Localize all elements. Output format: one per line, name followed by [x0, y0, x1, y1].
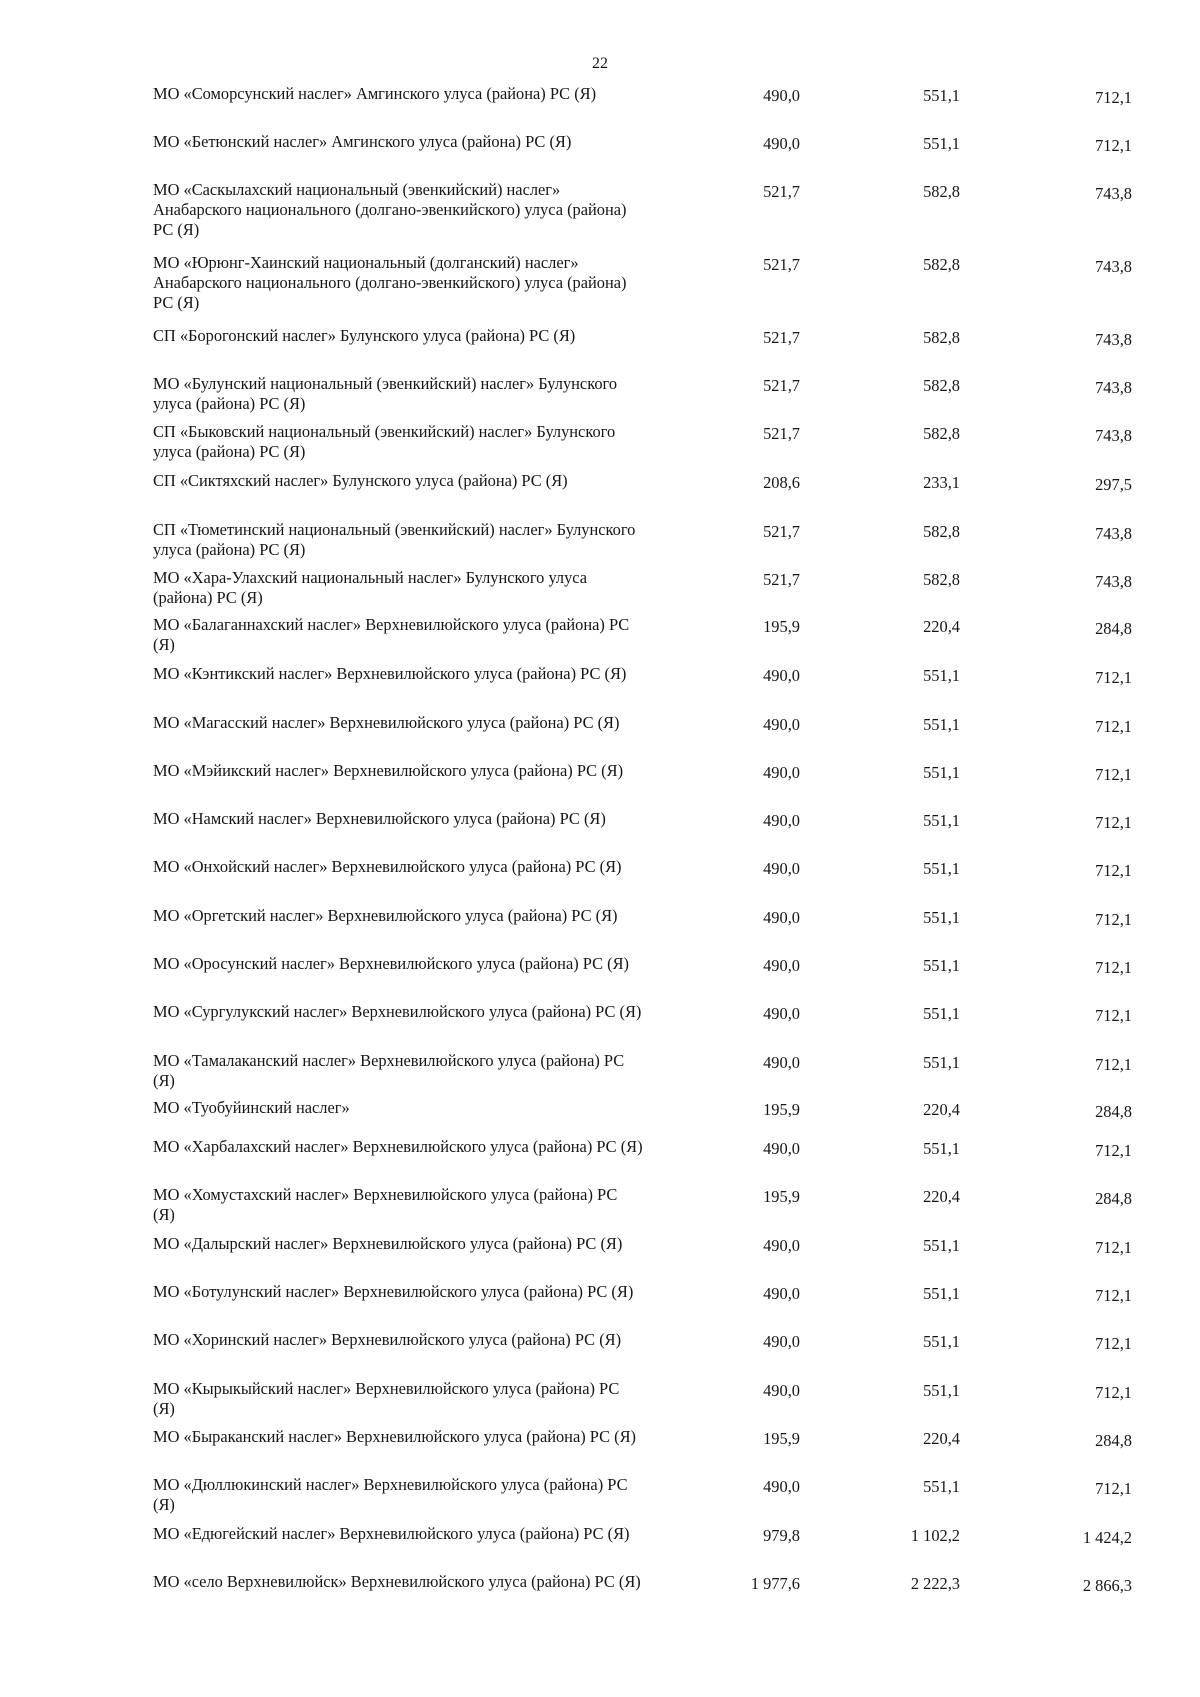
value-col-2: 551,1: [923, 1332, 960, 1351]
municipality-name: МО «Оросунский наслег» Верхневилюйского улуса (района) РС (Я): [153, 954, 629, 973]
table-row: [0, 374, 1200, 422]
table-row: [0, 1572, 1200, 1620]
value-col-3: 712,1: [1095, 813, 1132, 832]
table-row: [0, 568, 1200, 616]
table-row: [0, 1427, 1200, 1475]
value-col-2: 582,8: [923, 182, 960, 201]
value-col-1: 490,0: [763, 1004, 800, 1023]
value-col-3: 712,1: [1095, 1006, 1132, 1025]
table-row: [0, 1234, 1200, 1282]
table-row: [0, 1475, 1200, 1523]
value-col-3: 712,1: [1095, 1141, 1132, 1160]
value-col-1: 521,7: [763, 182, 800, 201]
table-row: [0, 326, 1200, 374]
value-col-1: 490,0: [763, 763, 800, 782]
table-row: [0, 1282, 1200, 1330]
value-col-1: 490,0: [763, 666, 800, 685]
value-col-1: 521,7: [763, 376, 800, 395]
value-col-1: 195,9: [763, 1429, 800, 1448]
municipality-name: МО «Бетюнский наслег» Амгинского улуса (района) РС (Я): [153, 132, 572, 151]
value-col-1: 521,7: [763, 522, 800, 541]
municipality-name: МО «Харбалахский наслег» Верхневилюйского улуса (района) РС (Я): [153, 1137, 643, 1156]
value-col-2: 220,4: [923, 1187, 960, 1206]
value-col-1: 490,0: [763, 1236, 800, 1255]
table-row: [0, 422, 1200, 470]
value-col-3: 712,1: [1095, 136, 1132, 155]
value-col-2: 551,1: [923, 1236, 960, 1255]
table-row: [0, 954, 1200, 1002]
value-col-3: 743,8: [1095, 184, 1132, 203]
table-row: [0, 1051, 1200, 1099]
value-col-3: 712,1: [1095, 1383, 1132, 1402]
value-col-2: 582,8: [923, 328, 960, 347]
value-col-2: 220,4: [923, 1429, 960, 1448]
table-row: [0, 84, 1200, 132]
value-col-1: 490,0: [763, 1284, 800, 1303]
value-col-3: 284,8: [1095, 619, 1132, 638]
value-col-3: 712,1: [1095, 958, 1132, 977]
value-col-3: 1 424,2: [1082, 1528, 1132, 1547]
municipality-name: МО «Тамалаканский наслег» Верхневилюйского улуса (района) РС (Я): [153, 1051, 625, 1090]
value-col-3: 712,1: [1095, 88, 1132, 107]
municipality-name: МО «Едюгейский наслег» Верхневилюйского улуса (района) РС (Я): [153, 1524, 630, 1543]
municipality-name: СП «Тюметинский национальный (эвенкийский) наслег» Булунского улуса (района) РС (Я): [153, 520, 636, 559]
municipality-name: МО «Ботулунский наслег» Верхневилюйского улуса (района) РС (Я): [153, 1282, 634, 1301]
value-col-2: 551,1: [923, 763, 960, 782]
value-col-2: 551,1: [923, 666, 960, 685]
municipality-name: МО «Оргетский наслег» Верхневилюйского улуса (района) РС (Я): [153, 906, 618, 925]
value-col-1: 490,0: [763, 1381, 800, 1400]
value-col-2: 1 102,2: [910, 1526, 960, 1545]
municipality-name: МО «Онхойский наслег» Верхневилюйского улуса (района) РС (Я): [153, 857, 622, 876]
value-col-3: 712,1: [1095, 765, 1132, 784]
value-col-2: 582,8: [923, 570, 960, 589]
table-row: [0, 520, 1200, 568]
municipality-name: МО «Саскылахский национальный (эвенкийский) наслег» Анабарского национального (долгано-эвенкийского) улуса (района) РС (Я): [153, 180, 627, 239]
value-col-3: 284,8: [1095, 1102, 1132, 1121]
value-col-1: 490,0: [763, 908, 800, 927]
municipality-name: МО «Быраканский наслег» Верхневилюйского улуса (района) РС (Я): [153, 1427, 636, 1446]
value-col-3: 712,1: [1095, 861, 1132, 880]
value-col-2: 2 222,3: [910, 1574, 960, 1593]
table-row: [0, 253, 1200, 312]
value-col-2: 551,1: [923, 908, 960, 927]
value-col-2: 551,1: [923, 1284, 960, 1303]
value-col-2: 551,1: [923, 1477, 960, 1496]
municipality-name: МО «Далырский наслег» Верхневилюйского улуса (района) РС (Я): [153, 1234, 623, 1253]
municipality-name: МО «Дюллюкинский наслег» Верхневилюйского улуса (района) РС (Я): [153, 1475, 628, 1514]
value-col-2: 551,1: [923, 1139, 960, 1158]
page-number: 22: [592, 55, 608, 72]
table-row: [0, 1137, 1200, 1185]
table-row: [0, 180, 1200, 239]
municipality-name: МО «Магасский наслег» Верхневилюйского улуса (района) РС (Я): [153, 713, 620, 732]
value-col-3: 712,1: [1095, 1286, 1132, 1305]
municipality-name: МО «Хоринский наслег» Верхневилюйского улуса (района) РС (Я): [153, 1330, 622, 1349]
value-col-2: 551,1: [923, 859, 960, 878]
value-col-3: 743,8: [1095, 257, 1132, 276]
value-col-1: 490,0: [763, 715, 800, 734]
value-col-2: 582,8: [923, 376, 960, 395]
value-col-1: 490,0: [763, 134, 800, 153]
value-col-3: 712,1: [1095, 910, 1132, 929]
value-col-1: 979,8: [763, 1526, 800, 1545]
value-col-3: 712,1: [1095, 1055, 1132, 1074]
municipality-name: МО «Хара-Улахский национальный наслег» Булунского улуса (района) РС (Я): [153, 568, 588, 607]
table-row: [0, 471, 1200, 519]
value-col-3: 297,5: [1095, 475, 1132, 494]
municipality-name: МО «Соморсунский наслег» Амгинского улуса (района) РС (Я): [153, 84, 597, 103]
table-row: [0, 1524, 1200, 1572]
value-col-1: 208,6: [763, 473, 800, 492]
value-col-2: 551,1: [923, 715, 960, 734]
value-col-2: 551,1: [923, 811, 960, 830]
value-col-3: 2 866,3: [1082, 1576, 1132, 1595]
value-col-3: 712,1: [1095, 717, 1132, 736]
municipality-name: МО «Намский наслег» Верхневилюйского улуса (района) РС (Я): [153, 809, 606, 828]
value-col-1: 490,0: [763, 811, 800, 830]
municipality-name: МО «Кырыкыйский наслег» Верхневилюйского улуса (района) РС (Я): [153, 1379, 620, 1418]
value-col-1: 521,7: [763, 570, 800, 589]
municipality-name: МО «Юрюнг-Хаинский национальный (долганский) наслег» Анабарского национального (долгано-эвенкийского) улуса (района) РС (Я): [153, 253, 627, 312]
value-col-1: 521,7: [763, 255, 800, 274]
municipality-name: МО «Мэйикский наслег» Верхневилюйского улуса (района) РС (Я): [153, 761, 624, 780]
table-row: [0, 1379, 1200, 1427]
value-col-3: 743,8: [1095, 426, 1132, 445]
value-col-1: 521,7: [763, 424, 800, 443]
table-row: [0, 664, 1200, 712]
municipality-name: МО «село Верхневилюйск» Верхневилюйского улуса (района) РС (Я): [153, 1572, 641, 1591]
value-col-1: 490,0: [763, 1139, 800, 1158]
value-col-3: 743,8: [1095, 378, 1132, 397]
value-col-3: 712,1: [1095, 1334, 1132, 1353]
table-row: [0, 1002, 1200, 1050]
table-row: [0, 857, 1200, 905]
municipality-name: СП «Сиктяхский наслег» Булунского улуса (района) РС (Я): [153, 471, 568, 490]
value-col-1: 521,7: [763, 328, 800, 347]
value-col-1: 195,9: [763, 1100, 800, 1119]
value-col-2: 582,8: [923, 255, 960, 274]
value-col-1: 490,0: [763, 1332, 800, 1351]
value-col-1: 1 977,6: [750, 1574, 800, 1593]
table-row: [0, 713, 1200, 761]
table-row: [0, 615, 1200, 663]
value-col-2: 551,1: [923, 1004, 960, 1023]
table-row: [0, 132, 1200, 180]
value-col-3: 743,8: [1095, 524, 1132, 543]
value-col-3: 712,1: [1095, 1238, 1132, 1257]
value-col-2: 220,4: [923, 1100, 960, 1119]
value-col-2: 551,1: [923, 956, 960, 975]
table-row: [0, 1330, 1200, 1378]
value-col-3: 712,1: [1095, 668, 1132, 687]
value-col-2: 551,1: [923, 134, 960, 153]
table-row: [0, 761, 1200, 809]
value-col-1: 195,9: [763, 617, 800, 636]
value-col-3: 284,8: [1095, 1431, 1132, 1450]
value-col-2: 582,8: [923, 424, 960, 443]
table-row: [0, 906, 1200, 954]
table-row: [0, 809, 1200, 857]
municipality-name: МО «Хомустахский наслег» Верхневилюйского улуса (района) РС (Я): [153, 1185, 618, 1224]
value-col-2: 233,1: [923, 473, 960, 492]
value-col-3: 284,8: [1095, 1189, 1132, 1208]
value-col-1: 490,0: [763, 1477, 800, 1496]
municipality-name: МО «Туобуйинский наслег»: [153, 1098, 350, 1117]
municipality-name: МО «Балаганнахский наслег» Верхневилюйского улуса (района) РС (Я): [153, 615, 630, 654]
value-col-1: 490,0: [763, 956, 800, 975]
value-col-3: 712,1: [1095, 1479, 1132, 1498]
value-col-2: 220,4: [923, 617, 960, 636]
table-row: [0, 1185, 1200, 1233]
municipality-name: СП «Быковский национальный (эвенкийский) наслег» Булунского улуса (района) РС (Я): [153, 422, 616, 461]
value-col-1: 490,0: [763, 1053, 800, 1072]
value-col-1: 490,0: [763, 86, 800, 105]
value-col-2: 551,1: [923, 1053, 960, 1072]
value-col-1: 195,9: [763, 1187, 800, 1206]
value-col-3: 743,8: [1095, 572, 1132, 591]
municipality-name: СП «Борогонский наслег» Булунского улуса (района) РС (Я): [153, 326, 576, 345]
value-col-1: 490,0: [763, 859, 800, 878]
value-col-2: 582,8: [923, 522, 960, 541]
municipality-name: МО «Кэнтикский наслег» Верхневилюйского улуса (района) РС (Я): [153, 664, 627, 683]
value-col-2: 551,1: [923, 1381, 960, 1400]
municipality-name: МО «Булунский национальный (эвенкийский) наслег» Булунского улуса (района) РС (Я): [153, 374, 618, 413]
value-col-2: 551,1: [923, 86, 960, 105]
value-col-3: 743,8: [1095, 330, 1132, 349]
municipality-name: МО «Сургулукский наслег» Верхневилюйского улуса (района) РС (Я): [153, 1002, 642, 1021]
